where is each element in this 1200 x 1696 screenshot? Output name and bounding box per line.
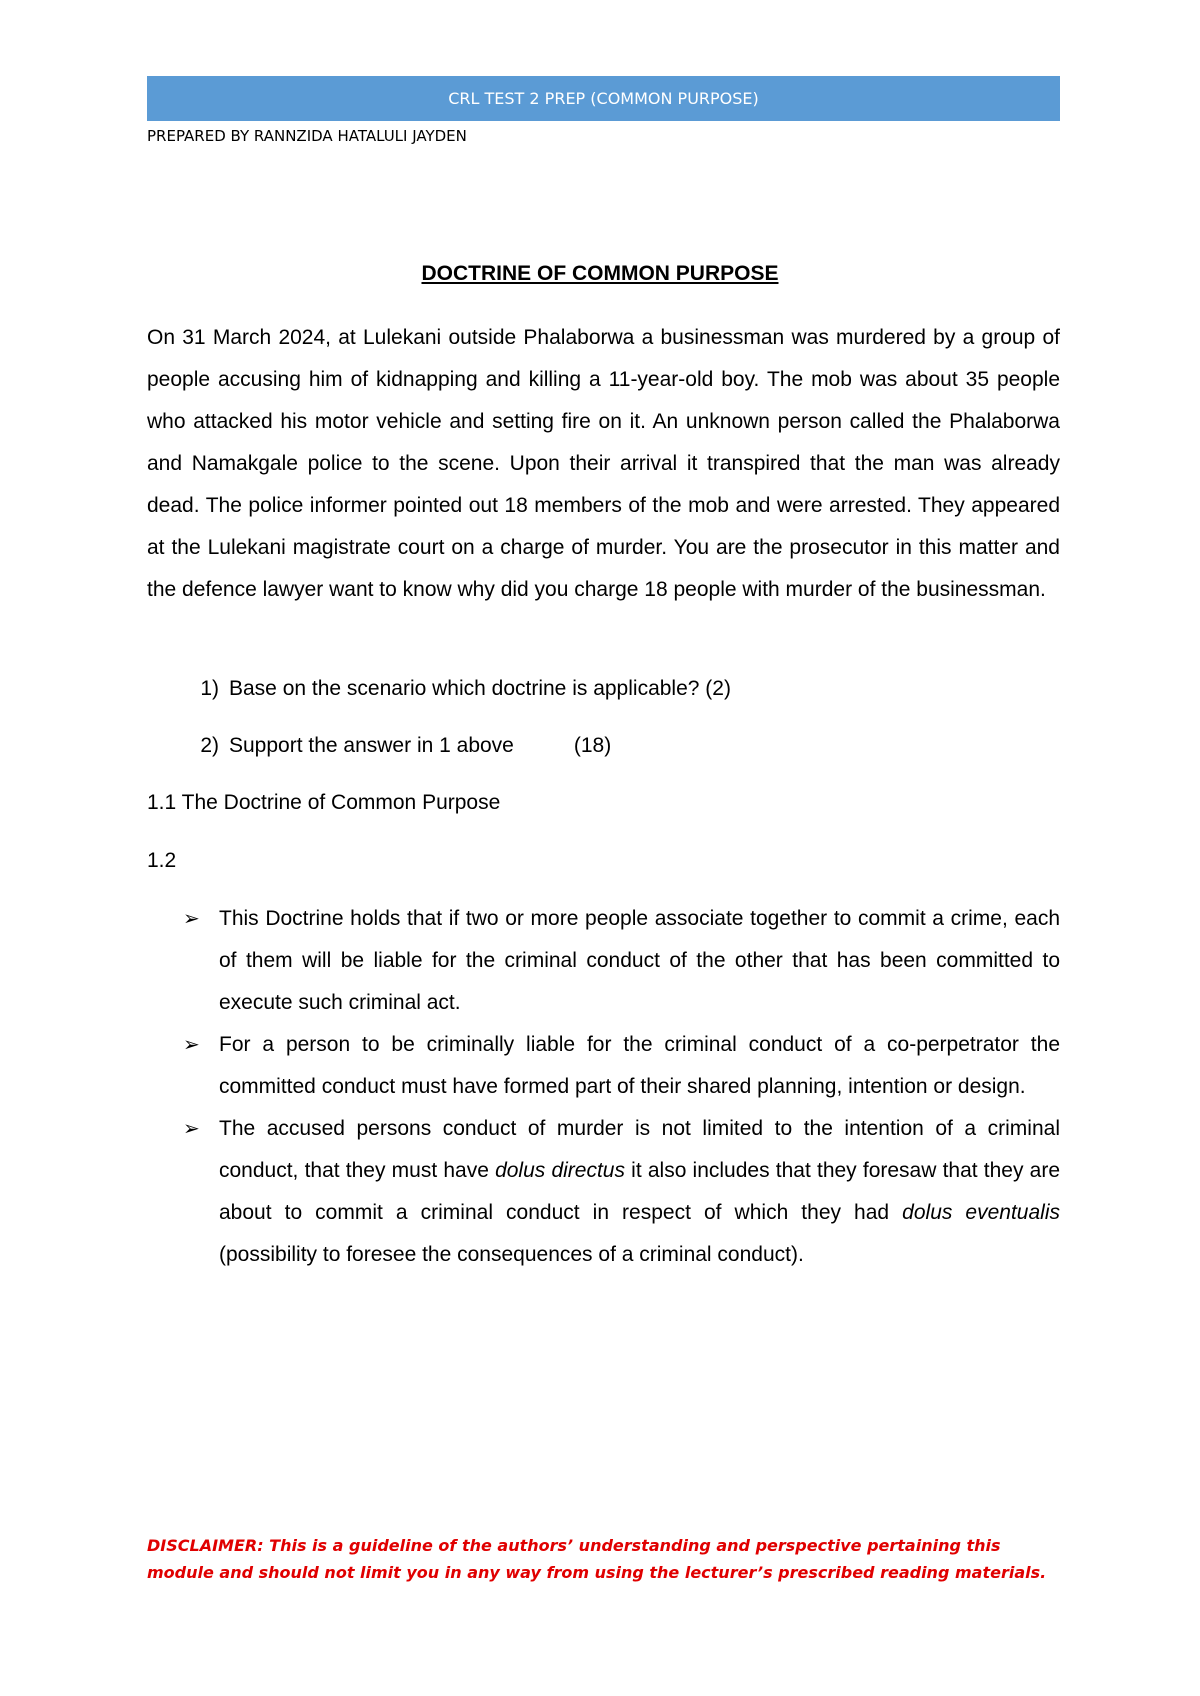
question-1 — [147, 677, 731, 701]
list-item — [147, 898, 1060, 1024]
header-banner: CRL TEST 2 PREP (COMMON PURPOSE) — [147, 76, 1060, 121]
bullet-text-middle: it also includes that they foresaw that they are about to commit a criminal conduct in respect of which they had — [219, 1159, 1061, 1224]
arrow-bullet-icon: ➢ — [183, 1118, 200, 1140]
question-text: Base on the scenario which doctrine is applicable? (2) — [229, 677, 731, 700]
answer-1-1: 1.1 The Doctrine of Common Purpose — [147, 791, 501, 814]
answer-bullet-list — [147, 898, 1060, 1276]
disclaimer: DISCLAIMER: This is a guideline of the authors’ understanding and perspective pertaining this module and should not limit you in any way from using the lecturer’s prescribed reading materials. — [147, 1536, 1047, 1582]
document-title: DOCTRINE OF COMMON PURPOSE — [421, 262, 779, 285]
question-number: 2) — [200, 734, 219, 757]
question-2 — [147, 734, 611, 758]
prepared-by: PREPARED BY RANNZIDA HATALULI JAYDEN — [147, 127, 467, 145]
term-dolus-directus: dolus directus — [495, 1159, 625, 1182]
arrow-bullet-icon: ➢ — [183, 1034, 200, 1056]
question-text: Support the answer in 1 above — [229, 734, 514, 757]
question-marks: (18) — [573, 734, 612, 757]
list-item — [147, 1024, 1060, 1108]
arrow-bullet-icon: ➢ — [183, 908, 200, 930]
bullet-text: This Doctrine holds that if two or more people associate together to commit a crime, each of them will be liable for the criminal conduct of the other that has been committed to execute such criminal act. — [219, 907, 1060, 1014]
bullet-text: For a person to be criminally liable for the criminal conduct of a co-perpetrator the committed conduct must have formed part of their shared planning, intention or design. — [219, 1033, 1060, 1098]
answer-1-2-label: 1.2 — [147, 849, 177, 872]
scenario-paragraph: On 31 March 2024, at Lulekani outside Phalaborwa a businessman was murdered by a group of people accusing him of kidnapping and killing a 11-year-old boy. The mob was about 35 people who attacked his motor vehicle and setting fire on it. An unknown person called the Phalaborwa and Namakgale police to the scene. Upon their arrival it transpired that the man was already dead. The police informer pointed out 18 members of the mob and were arrested. They appeared at the Lulekani magistrate court on a charge of murder. You are the prosecutor in this matter and the defence lawyer want to know why did you charge 18 people with murder of the businessman. — [147, 326, 1060, 601]
bullet-text-end: (possibility to foresee the consequences of a criminal conduct). — [219, 1243, 804, 1266]
term-dolus-eventualis: dolus eventualis — [902, 1201, 1060, 1224]
bullet-text-start: The accused persons conduct of murder is not limited to the intention of a criminal conduct, that they must have — [219, 1117, 1060, 1182]
list-item — [147, 1108, 1060, 1276]
question-number: 1) — [200, 677, 219, 700]
